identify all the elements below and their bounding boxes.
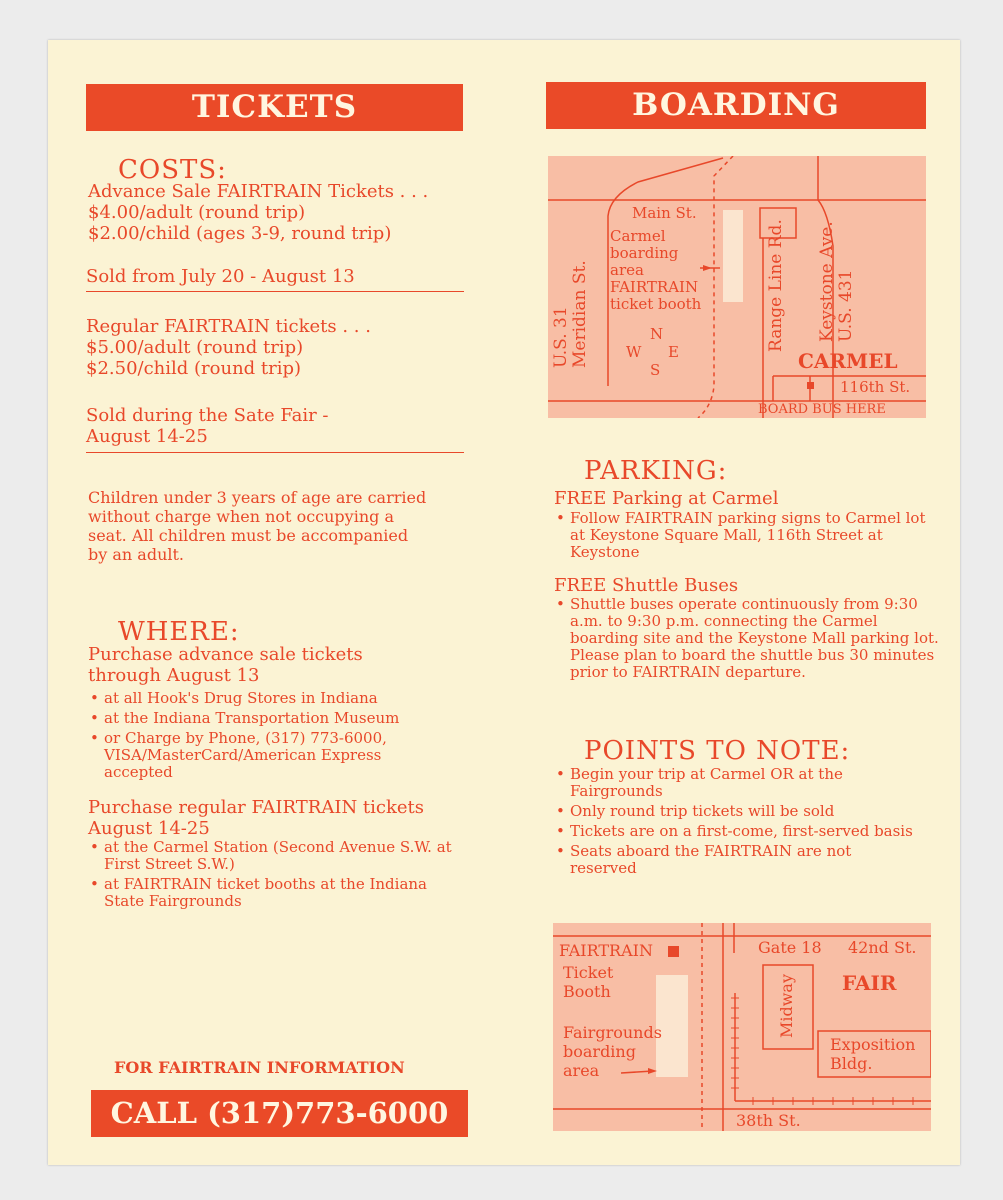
ticket-booth-label (563, 963, 613, 1001)
area-line: Carmel (610, 227, 666, 245)
gate-18-label: Gate 18 (758, 938, 822, 957)
call-banner: CALL (317)773-6000 (91, 1090, 468, 1137)
exposition-label (830, 1035, 915, 1073)
free-parking-heading: FREE Parking at Carmel (554, 488, 779, 509)
regular-line: $5.00/adult (round trip) (86, 337, 304, 358)
list-item: • Follow FAIRTRAIN parking signs to Carmel lot at Keystone Square Mall, 116th Street at Keystone (554, 510, 944, 561)
list-item: • at FAIRTRAIN ticket booths at the Indiana State Fairgrounds (88, 876, 468, 910)
list-item: • at the Indiana Transportation Museum (88, 710, 428, 727)
us31-line: U.S. 31 (551, 306, 571, 368)
boarding-banner: BOARDING (546, 82, 926, 129)
compass-s: S (650, 361, 661, 379)
regular-tickets-block (86, 316, 371, 379)
compass-w: W (626, 343, 642, 361)
where-line: through August 13 (88, 665, 260, 686)
keystone-line: U.S. 431 (836, 269, 856, 342)
where-regular-list (88, 839, 468, 913)
where-line: Purchase regular FAIRTRAIN tickets (88, 797, 425, 818)
38th-st-label: 38th St. (733, 1112, 804, 1129)
sold-line: August 14-25 (86, 426, 208, 447)
note-line: by an adult. (88, 545, 185, 564)
free-parking-list (554, 510, 944, 564)
list-item: • at the Carmel Station (Second Avenue S.W. at First Street S.W.) (88, 839, 468, 873)
main-st-label: Main St. (632, 204, 697, 222)
list-item: • Tickets are on a first-come, first-served basis (554, 823, 914, 840)
sold-line: Sold during the Sate Fair - (86, 405, 329, 426)
booth-line: Ticket (563, 963, 614, 982)
advance-sale-block (88, 181, 428, 244)
where-regular-heading (88, 797, 424, 839)
board-bus-here-label: BOARD BUS HERE (758, 402, 886, 417)
divider (86, 452, 464, 453)
regular-sold-dates (86, 405, 329, 447)
points-list (554, 766, 914, 880)
fairgrounds-area-label (563, 1023, 662, 1080)
keystone-label (818, 221, 856, 342)
area-line: Fairgrounds (563, 1023, 662, 1042)
advance-line: Advance Sale FAIRTRAIN Tickets . . . (88, 181, 429, 202)
list-item: • Shuttle buses operate continuously from 9:30 a.m. to 9:30 p.m. connecting the Carmel boarding site and the Keystone Mall parking lot. Please plan to board the shuttle bus 30 minutes prior to FAIRTRAIN departure. (554, 596, 940, 681)
advance-sold-dates: Sold from July 20 - August 13 (86, 266, 355, 287)
where-advance-heading (88, 644, 363, 686)
midway-label: Midway (777, 973, 796, 1038)
expo-line: Exposition (830, 1035, 916, 1054)
carmel-map (548, 156, 926, 418)
costs-heading: COSTS: (118, 155, 227, 185)
where-line: Purchase advance sale tickets (88, 644, 363, 665)
parking-heading: PARKING: (584, 456, 728, 486)
area-line: boarding (610, 244, 679, 262)
carmel-boarding-area (610, 228, 678, 279)
children-note (88, 488, 426, 564)
area-line: area (563, 1061, 600, 1080)
booth-line: ticket booth (610, 295, 702, 313)
list-item: • Only round trip tickets will be sold (554, 803, 914, 820)
list-item: • Seats aboard the FAIRTRAIN are not reserved (554, 843, 914, 877)
keystone-line: Keystone Ave. (817, 221, 837, 342)
compass-e: E (668, 343, 679, 361)
note-line: seat. All children must be accompanied (88, 526, 409, 545)
compass-n: N (650, 325, 664, 343)
us31-line: Meridian St. (570, 260, 590, 368)
where-line: August 14-25 (88, 818, 210, 839)
carmel-label: CARMEL (798, 349, 898, 373)
range-line-label: Range Line Rd. (766, 219, 786, 352)
shuttle-list (554, 596, 940, 684)
points-heading: POINTS TO NOTE: (584, 736, 851, 766)
fairtrain-booth-label: FAIRTRAIN (559, 941, 653, 960)
where-heading: WHERE: (118, 617, 240, 647)
booth-line: FAIRTRAIN (610, 278, 699, 296)
42nd-st-label: 42nd St. (848, 938, 917, 957)
note-line: Children under 3 years of age are carried (88, 488, 427, 507)
us31-label (552, 260, 590, 368)
area-line: area (610, 261, 644, 279)
divider (86, 291, 464, 292)
shuttle-heading: FREE Shuttle Buses (554, 575, 739, 596)
expo-line: Bldg. (830, 1054, 873, 1073)
regular-line: Regular FAIRTRAIN tickets . . . (86, 316, 371, 337)
ticket-booth-label (610, 279, 701, 313)
note-line: without charge when not occupying a (88, 507, 394, 526)
advance-line: $4.00/adult (round trip) (88, 202, 306, 223)
tickets-banner: TICKETS (86, 84, 463, 131)
brochure-page (48, 40, 960, 1165)
info-label: FOR FAIRTRAIN INFORMATION (114, 1058, 405, 1077)
booth-line: Booth (563, 982, 611, 1001)
area-line: boarding (563, 1042, 636, 1061)
116th-st-label: 116th St. (840, 378, 911, 396)
fairgrounds-map (553, 923, 931, 1131)
regular-line: $2.50/child (round trip) (86, 358, 302, 379)
where-advance-list (88, 690, 428, 784)
fair-label: FAIR (842, 971, 897, 995)
list-item: • or Charge by Phone, (317) 773-6000, VISA/MasterCard/American Express accepted (88, 730, 428, 781)
advance-line: $2.00/child (ages 3-9, round trip) (88, 223, 392, 244)
list-item: • at all Hook's Drug Stores in Indiana (88, 690, 428, 707)
list-item: • Begin your trip at Carmel OR at the Fairgrounds (554, 766, 914, 800)
